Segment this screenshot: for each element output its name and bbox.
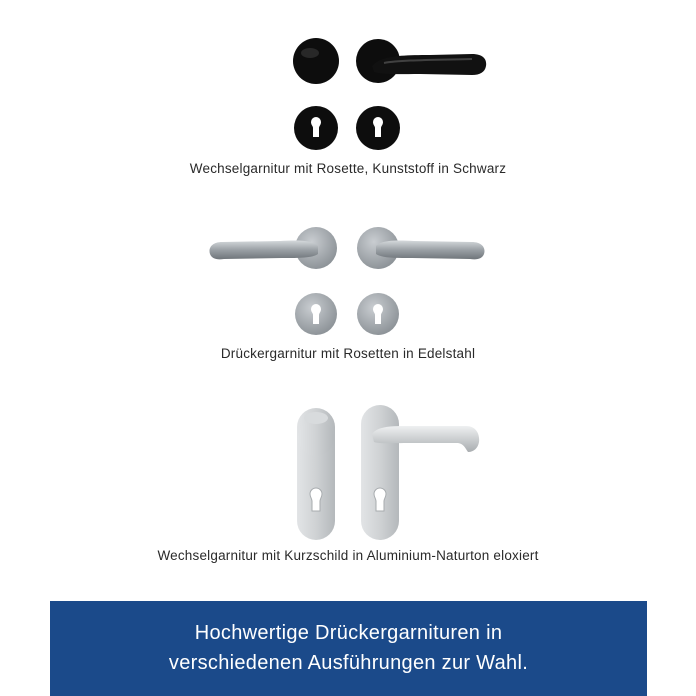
alu-short-plate-right bbox=[361, 405, 399, 540]
aluminium-set bbox=[297, 405, 479, 540]
alu-knob bbox=[298, 420, 334, 456]
steel-lever-handle-left bbox=[210, 241, 319, 260]
product-caption-aluminium: Wechselgarnitur mit Kurzschild in Aluminium-Naturton eloxiert bbox=[157, 548, 539, 563]
banner-line-2: verschiedenen Ausführungen zur Wahl. bbox=[168, 652, 529, 674]
black-knob-rosette bbox=[293, 38, 339, 84]
stainless-steel-set bbox=[210, 227, 485, 335]
info-banner bbox=[50, 601, 647, 696]
banner-line-1: Hochwertige Drückergarnituren in bbox=[194, 622, 503, 644]
product-caption-steel: Drückergarnitur mit Rosetten in Edelstahl bbox=[220, 346, 476, 361]
product-caption-black: Wechselgarnitur mit Rosette, Kunststoff in Schwarz bbox=[189, 161, 507, 176]
steel-lever-handle-right bbox=[376, 241, 485, 260]
black-plastic-set bbox=[293, 38, 486, 150]
